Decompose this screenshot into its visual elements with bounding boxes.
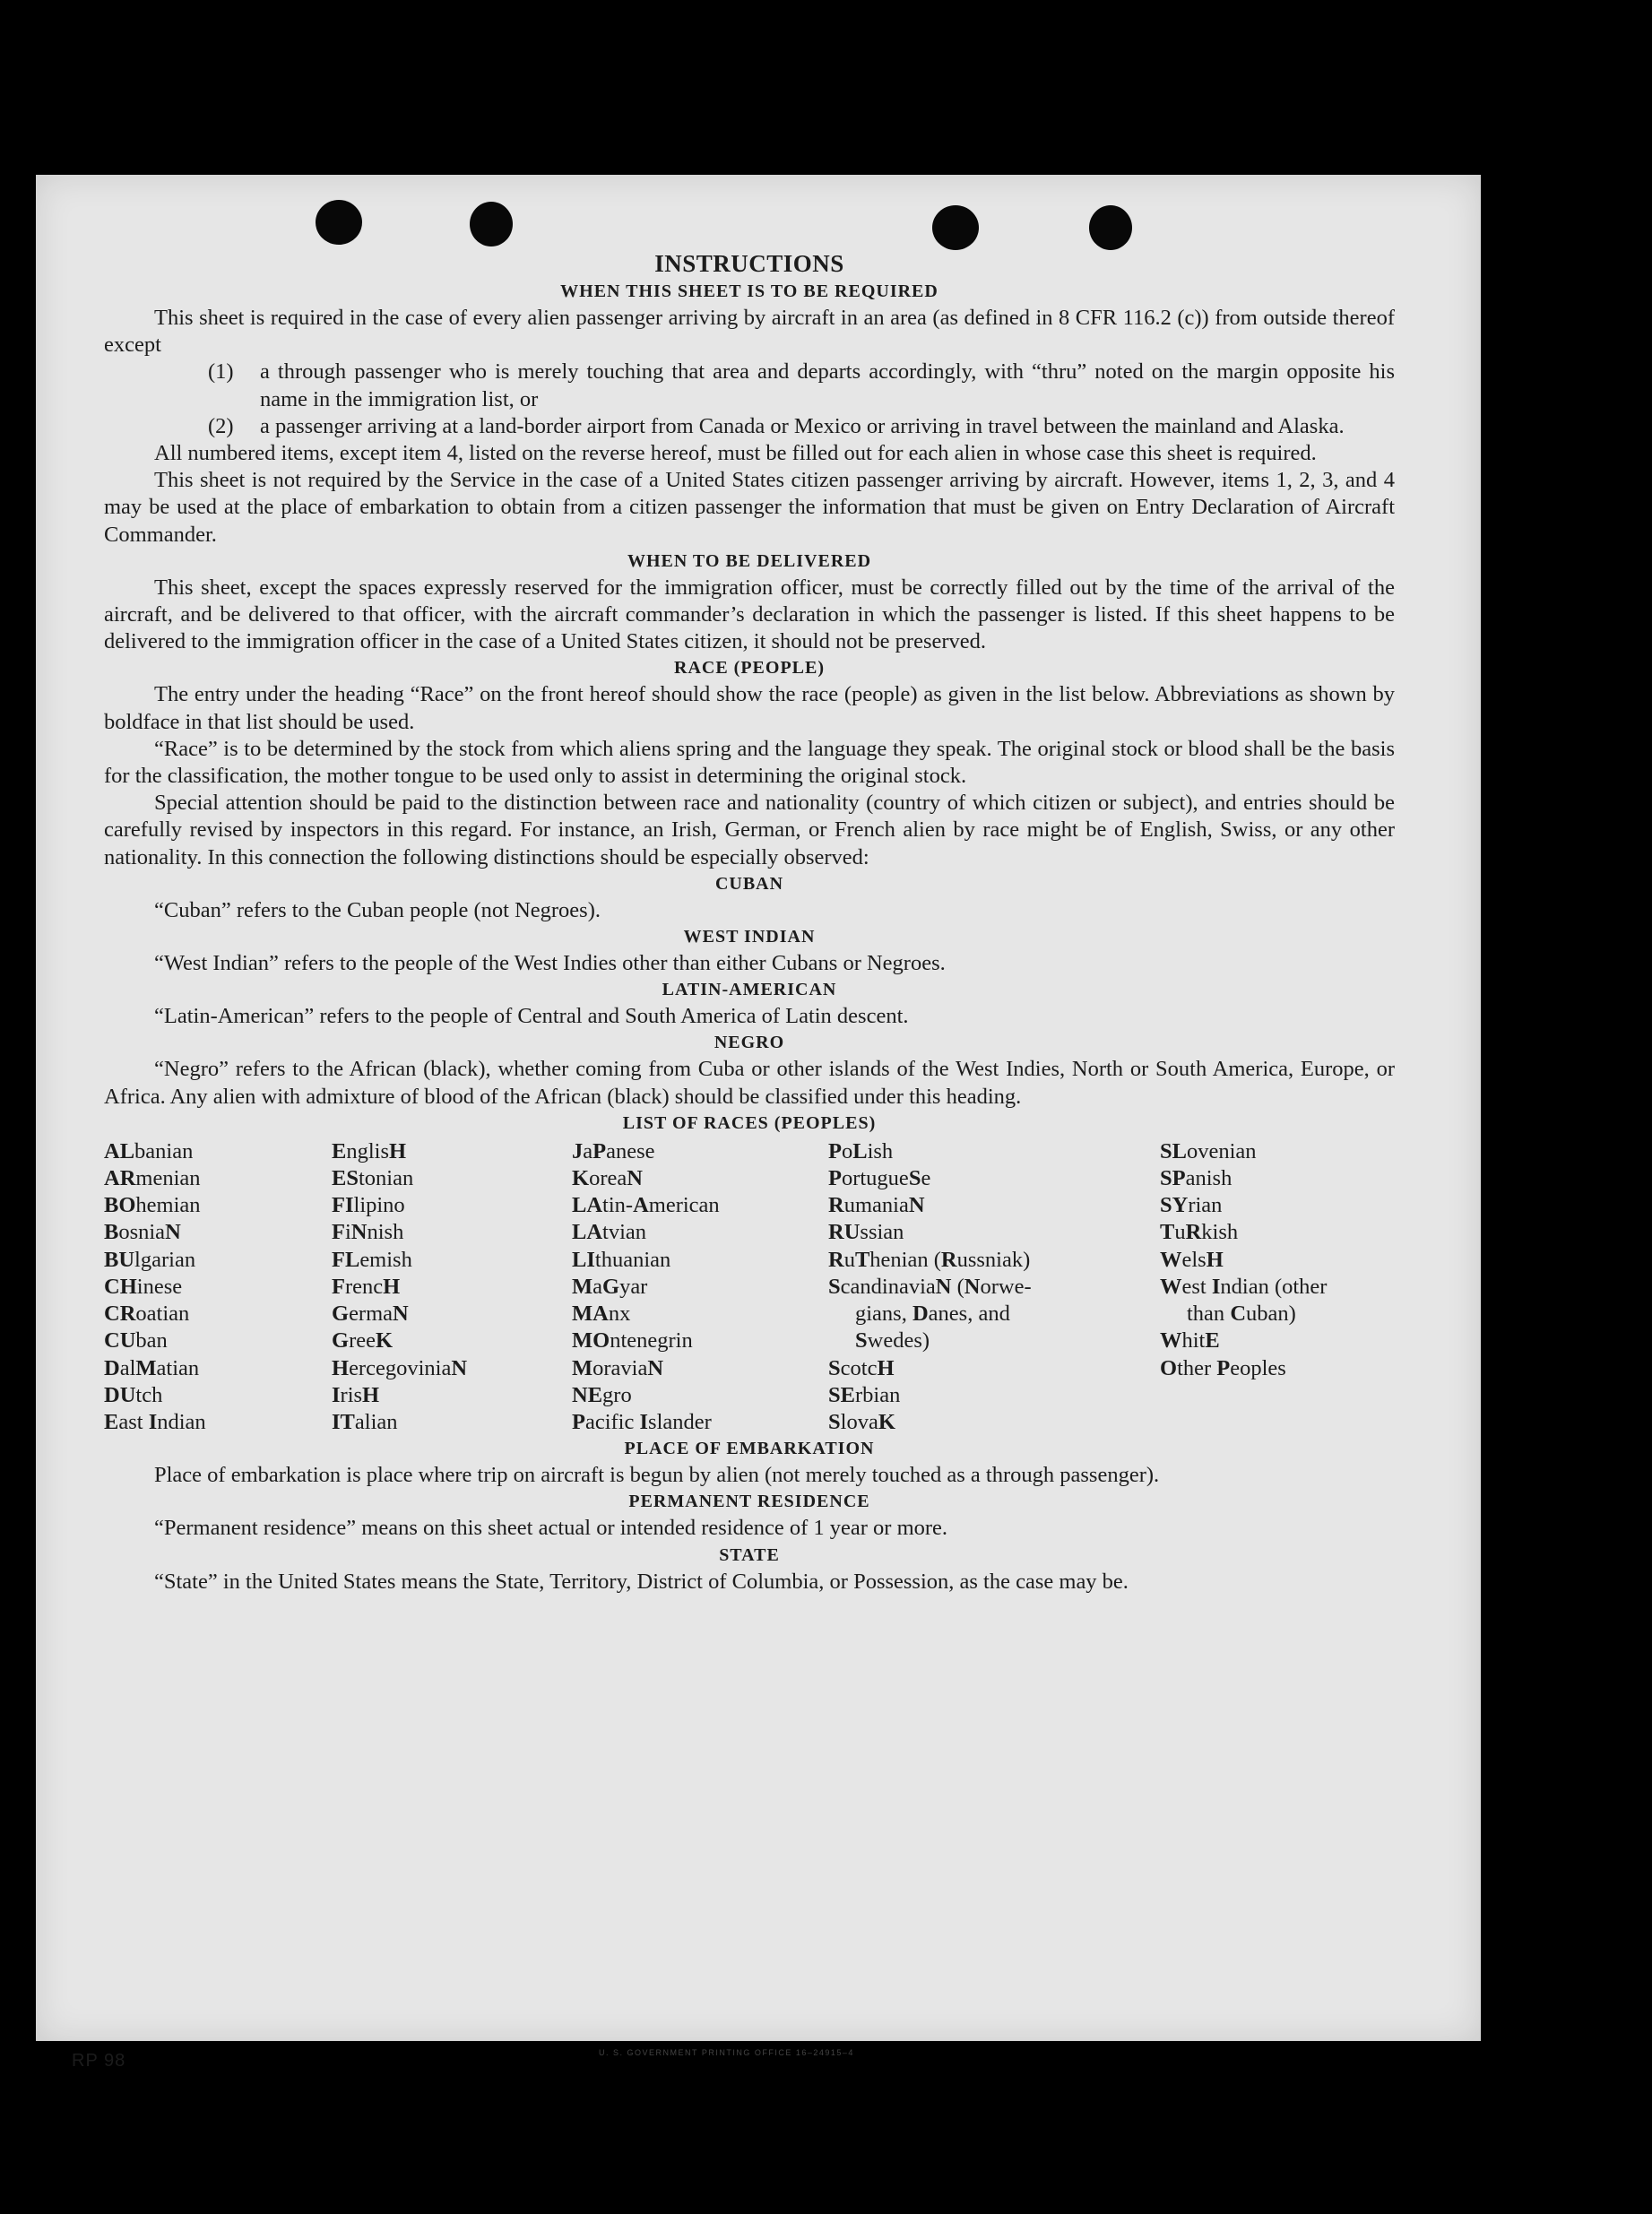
race-entry: JaPanese: [572, 1138, 655, 1163]
paragraph: “Cuban” refers to the Cuban people (not Negroes).: [154, 897, 601, 922]
instructions-content: [104, 248, 1395, 1596]
item-number: (1): [208, 359, 234, 385]
printer-line: U. S. GOVERNMENT PRINTING OFFICE 16–24915–4: [599, 2048, 854, 2057]
paragraph: “Negro” refers to the African (black), whether coming from Cuba or other islands of the West Indies, North or South America, Europe, or Africa. Any alien with admixture of blood of the African (black) should be classified under this heading.: [104, 1057, 1395, 1109]
race-entry: IrisH: [332, 1382, 380, 1407]
race-entry: LAtin-American: [572, 1193, 720, 1218]
heading-cuban: CUBAN: [714, 873, 784, 894]
races-column: [1160, 1138, 1395, 1436]
heading-list-of-races: LIST OF RACES (PEOPLES): [622, 1112, 877, 1133]
paragraph: “Race” is to be determined by the stock from which aliens spring and the language they speak. The original stock or blood shall be the basis for the classification, the mother tongue to be used only to assist in determining the original stock.: [104, 736, 1395, 789]
race-entry: West Indian (other: [1160, 1274, 1328, 1299]
races-column: [572, 1138, 828, 1436]
races-list: [104, 1138, 1395, 1436]
race-entry: HercegoviniaN: [332, 1355, 468, 1380]
race-entry: SYrian: [1160, 1193, 1223, 1218]
document-page: [36, 175, 1481, 2041]
race-entry: BUlgarian: [104, 1247, 196, 1272]
race-entry: ITalian: [332, 1409, 398, 1434]
paragraph: The entry under the heading “Race” on the front hereof should show the race (people) as given in the list below. Abbreviations as shown by boldface in that list should be used.: [104, 682, 1395, 734]
heading-west-indian: WEST INDIAN: [683, 927, 816, 947]
race-entry: than Cuban): [1187, 1302, 1296, 1327]
races-column: [104, 1138, 332, 1436]
race-entry: FrencH: [332, 1274, 401, 1299]
paragraph: “Permanent residence” means on this sheet actual or intended residence of 1 year or more.: [154, 1516, 948, 1541]
paragraph: This sheet is required in the case of every alien passenger arriving by aircraft in an area (as defined in 8 CFR 116.2 (c)) from outside thereof except: [104, 306, 1395, 358]
race-entry: FIlipino: [332, 1193, 405, 1218]
race-entry: RUssian: [828, 1220, 904, 1245]
race-entry: EnglisH: [332, 1138, 407, 1163]
page-title: INSTRUCTIONS: [654, 250, 844, 277]
heading-state: STATE: [719, 1544, 780, 1565]
form-number: RP 98: [72, 2051, 126, 2071]
exception-item-1: [208, 359, 1395, 412]
heading-negro: NEGRO: [714, 1033, 785, 1053]
race-entry: SErbian: [828, 1382, 901, 1407]
races-column: [332, 1138, 572, 1436]
race-entry: MaGyar: [572, 1274, 648, 1299]
paragraph: “Latin-American” refers to the people of Central and South America of Latin descent.: [154, 1004, 909, 1029]
exception-item-2: [208, 413, 1395, 440]
paragraph: This sheet is not required by the Service in the case of a United States citizen passenger arriving by aircraft. However, items 1, 2, 3, and 4 may be used at the place of embarkation to obtain from a citizen passenger the information that must be given on Entry Declaration of Aircraft Commander.: [104, 468, 1395, 547]
race-entry: RuThenian (Russniak): [828, 1247, 1031, 1272]
race-entry: RumaniaN: [828, 1193, 925, 1218]
paragraph: Special attention should be paid to the distinction between race and nationality (country of which citizen or subject), and entries should be carefully revised by inspectors in this regard. For instance, an Irish, German, or French alien by race might be of English, Swiss, or any other nationality. In this connection the following distinctions should be especially observed:: [104, 791, 1395, 869]
race-entry: KoreaN: [572, 1166, 643, 1191]
item-text: a passenger arriving at a land-border airport from Canada or Mexico or arriving in travel between the mainland and Alaska.: [260, 413, 1345, 438]
heading-latin-american: LATIN-AMERICAN: [662, 980, 837, 1000]
race-entry: NEgro: [572, 1382, 632, 1407]
paragraph: This sheet, except the spaces expressly reserved for the immigration officer, must be correctly filled out by the time of the arrival of the aircraft, and be delivered to that officer, with the aircraft commander’s declaration in which the passenger is listed. If this sheet happens to be delivered to the immigration officer in the case of a United States citizen, it should not be preserved.: [104, 575, 1395, 654]
race-entry: DUtch: [104, 1382, 163, 1407]
race-entry: FLemish: [332, 1247, 412, 1272]
race-entry: TuRkish: [1160, 1220, 1239, 1245]
race-entry: MoraviaN: [572, 1355, 664, 1380]
race-entry: SlovaK: [828, 1409, 895, 1434]
race-entry: PoLish: [828, 1138, 894, 1163]
race-entry: CRoatian: [104, 1302, 190, 1327]
paragraph: “State” in the United States means the State, Territory, District of Columbia, or Possession, as the case may be.: [154, 1569, 1129, 1594]
race-entry: PortugueSe: [828, 1166, 931, 1191]
race-entry: ScotcH: [828, 1355, 895, 1380]
race-entry: BosniaN: [104, 1220, 181, 1245]
heading-when-required: WHEN THIS SHEET IS TO BE REQUIRED: [560, 281, 938, 301]
item-text: a through passenger who is merely touching that area and departs accordingly, with “thru” noted on the margin opposite his name in the immigration list, or: [260, 359, 1395, 411]
item-number: (2): [208, 413, 234, 438]
paragraph: All numbered items, except item 4, listed on the reverse hereof, must be filled out for each alien in whose case this sheet is required.: [154, 441, 1317, 466]
race-entry: DalMatian: [104, 1355, 200, 1380]
heading-embarkation: PLACE OF EMBARKATION: [624, 1439, 875, 1459]
race-entry: ARmenian: [104, 1166, 201, 1191]
race-entry: LAtvian: [572, 1220, 647, 1245]
race-entry: WhitE: [1160, 1328, 1220, 1353]
race-entry: ALbanian: [104, 1138, 194, 1163]
race-entry: MAnx: [572, 1302, 631, 1327]
race-entry: FiNnish: [332, 1220, 404, 1245]
race-entry: BOhemian: [104, 1193, 201, 1218]
race-entry: EStonian: [332, 1166, 414, 1191]
race-entry: ScandinaviaN (Norwe-: [828, 1274, 1032, 1299]
race-entry: East Indian: [104, 1409, 206, 1434]
race-entry: Other Peoples: [1160, 1355, 1286, 1380]
race-entry: Pacific Islander: [572, 1409, 712, 1434]
punch-hole: [1089, 205, 1132, 250]
race-entry: CUban: [104, 1328, 168, 1353]
races-column: [828, 1138, 1160, 1436]
heading-race: RACE (PEOPLE): [674, 658, 825, 679]
race-entry: SPanish: [1160, 1166, 1233, 1191]
heading-residence: PERMANENT RESIDENCE: [628, 1492, 870, 1512]
race-entry: GermaN: [332, 1302, 409, 1327]
race-entry: CHinese: [104, 1274, 183, 1299]
punch-hole: [316, 200, 362, 245]
punch-hole: [932, 205, 979, 250]
race-entry: Swedes): [855, 1328, 930, 1353]
race-entry: GreeK: [332, 1328, 394, 1353]
race-entry: MOntenegrin: [572, 1328, 693, 1353]
paragraph: “West Indian” refers to the people of the West Indies other than either Cubans or Negroes.: [154, 951, 946, 976]
race-entry: gians, Danes, and: [855, 1302, 1010, 1327]
race-entry: WelsH: [1160, 1247, 1224, 1272]
punch-hole: [470, 202, 513, 246]
paragraph: Place of embarkation is place where trip on aircraft is begun by alien (not merely touched as a through passenger).: [154, 1463, 1160, 1488]
race-entry: SLovenian: [1160, 1138, 1257, 1163]
heading-when-delivered: WHEN TO BE DELIVERED: [627, 550, 872, 571]
race-entry: LIthuanian: [572, 1247, 671, 1272]
